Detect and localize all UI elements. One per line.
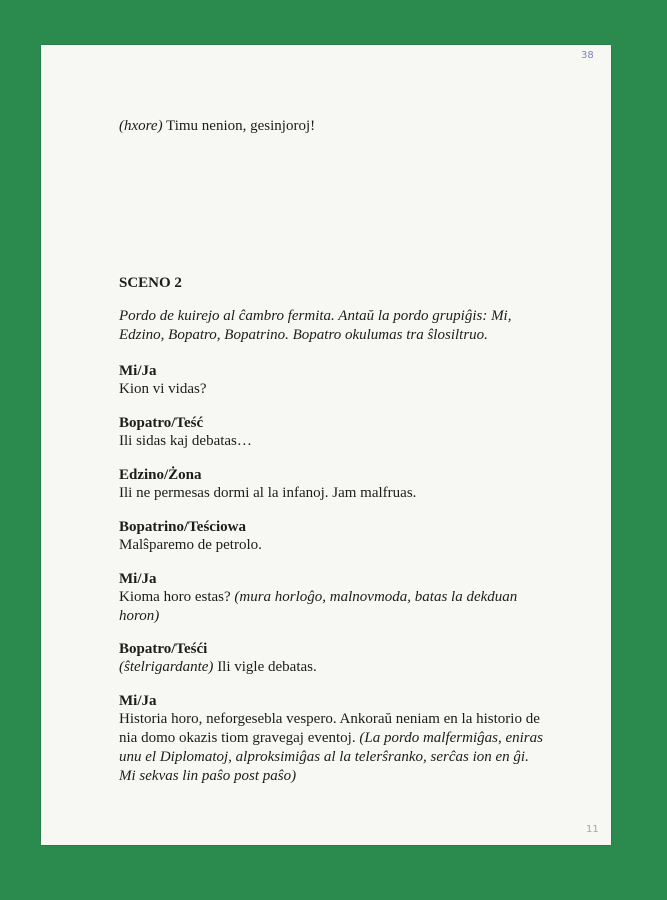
dialogue-line <box>119 588 517 607</box>
dialogue-line: Ili ne permesas dormi al la infanoj. Jam malfruas. <box>119 485 417 501</box>
spoken-text: nia domo okazis tiom gravegaj eventoj. <box>119 730 356 746</box>
stage-direction: (ŝtelrigardante) <box>119 659 214 675</box>
scene-description-line: Edzino, Bopatro, Bopatrino. Bopatro okulumas tra ŝlosiltruo. <box>119 327 488 343</box>
speaker-name: Bopatro/Teśći <box>119 641 208 657</box>
document-page <box>41 45 611 845</box>
dialogue-line: Malŝparemo de petrolo. <box>119 537 262 553</box>
dialogue-line: Historia horo, neforgesebla vespero. Ankoraŭ neniam en la historio de <box>119 711 540 727</box>
dialogue-line: Kion vi vidas? <box>119 381 207 397</box>
spoken-text: Ili vigle debatas. <box>217 659 317 675</box>
scene-description-line: Pordo de kuirejo al ĉambro fermita. Antaŭ la pordo grupiĝis: Mi, <box>119 308 512 324</box>
stage-direction: unu el Diplomatoj, alproksimiĝas al la telerŝranko, serĉas ion en ĝi. <box>119 749 529 765</box>
dialogue-line <box>119 729 543 748</box>
scene-heading: SCENO 2 <box>119 275 182 291</box>
page-number-bottom: 11 <box>586 824 599 835</box>
speaker-name: Edzino/Żona <box>119 467 202 483</box>
dialogue-line: Ili sidas kaj debatas… <box>119 433 252 449</box>
spoken-text: Kioma horo estas? <box>119 589 231 605</box>
speaker-name: Mi/Ja <box>119 693 157 709</box>
stage-direction: (La pordo malfermiĝas, eniras <box>359 730 543 746</box>
speaker-name: Mi/Ja <box>119 571 157 587</box>
speaker-name: Bopatrino/Teściowa <box>119 519 246 535</box>
stage-direction: (mura horloĝo, malnovmoda, batas la dekduan <box>234 589 518 605</box>
stage-direction: horon) <box>119 608 160 624</box>
speaker-name: Bopatro/Teść <box>119 415 204 431</box>
dialogue-line <box>119 658 317 677</box>
page-number-top: 38 <box>581 50 594 61</box>
speaker-name: Mi/Ja <box>119 363 157 379</box>
stage-direction: (hxore) <box>119 118 163 134</box>
stage-direction: Mi sekvas lin paŝo post paŝo) <box>119 768 297 784</box>
opening-line <box>119 117 315 136</box>
spoken-text: Timu nenion, gesinjoroj! <box>166 118 316 134</box>
